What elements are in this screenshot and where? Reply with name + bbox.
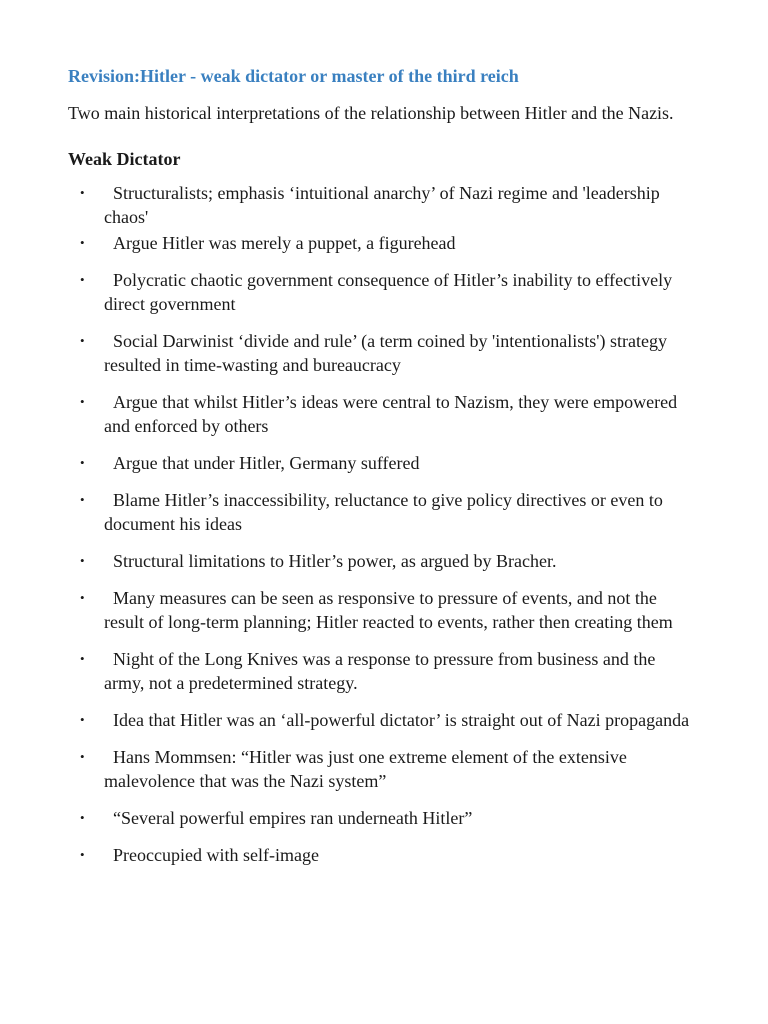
- bullet-icon: •: [80, 394, 85, 409]
- document-title: Revision:Hitler - weak dictator or master of the third reich: [68, 66, 519, 86]
- bullet-icon: •: [80, 810, 85, 825]
- bullet-list: [68, 181, 698, 867]
- bullet-icon: •: [80, 492, 85, 507]
- intro-paragraph: Two main historical interpretations of the relationship between Hitler and the Nazis.: [68, 103, 674, 123]
- list-item-text: “Several powerful empires ran underneath Hitler”: [113, 808, 473, 828]
- list-item: [68, 488, 698, 536]
- list-item: [68, 329, 698, 377]
- bullet-icon: •: [80, 185, 85, 200]
- list-item: [68, 806, 698, 830]
- bullet-icon: •: [80, 455, 85, 470]
- list-item: [68, 745, 698, 793]
- list-item-text: Social Darwinist ‘divide and rule’ (a term coined by 'intentionalists') strategy resulted in time-wasting and bureaucracy: [104, 331, 668, 375]
- bullet-icon: •: [80, 651, 85, 666]
- section-heading: Weak Dictator: [68, 149, 181, 169]
- list-item: [68, 451, 698, 475]
- bullet-icon: •: [80, 590, 85, 605]
- list-item: [68, 647, 698, 695]
- list-item: [68, 390, 698, 438]
- bullet-icon: •: [80, 235, 85, 250]
- list-item-text: Preoccupied with self-image: [113, 845, 319, 865]
- list-item-text: Blame Hitler’s inaccessibility, reluctance to give policy directives or even to document his ideas: [104, 490, 663, 534]
- list-item: [68, 549, 698, 573]
- list-item-text: Structural limitations to Hitler’s power, as argued by Bracher.: [113, 551, 557, 571]
- list-item-text: Night of the Long Knives was a response to pressure from business and the army, not a predetermined strategy.: [104, 649, 656, 693]
- bullet-icon: •: [80, 749, 85, 764]
- list-item-text: Argue Hitler was merely a puppet, a figurehead: [113, 233, 456, 253]
- list-item-text: Many measures can be seen as responsive to pressure of events, and not the result of long-term planning; Hitler reacted to events, rather then creating them: [104, 588, 673, 632]
- bullet-icon: •: [80, 553, 85, 568]
- list-item: [68, 231, 698, 255]
- bullet-icon: •: [80, 847, 85, 862]
- bullet-icon: •: [80, 712, 85, 727]
- list-item-text: Argue that under Hitler, Germany suffered: [113, 453, 420, 473]
- list-item: [68, 586, 698, 634]
- list-item: [68, 708, 698, 732]
- list-item-text: Idea that Hitler was an ‘all-powerful dictator’ is straight out of Nazi propaganda: [113, 710, 690, 730]
- list-item: [68, 268, 698, 316]
- list-item: [68, 843, 698, 867]
- list-item-text: Polycratic chaotic government consequence of Hitler’s inability to effectively direct government: [104, 270, 673, 314]
- bullet-icon: •: [80, 333, 85, 348]
- list-item: [68, 181, 698, 229]
- list-item-text: Structuralists; emphasis ‘intuitional anarchy’ of Nazi regime and 'leadership chaos': [104, 183, 660, 227]
- list-item-text: Hans Mommsen: “Hitler was just one extreme element of the extensive malevolence that was the Nazi system”: [104, 747, 627, 791]
- list-item-text: Argue that whilst Hitler’s ideas were central to Nazism, they were empowered and enforced by others: [104, 392, 678, 436]
- bullet-icon: •: [80, 272, 85, 287]
